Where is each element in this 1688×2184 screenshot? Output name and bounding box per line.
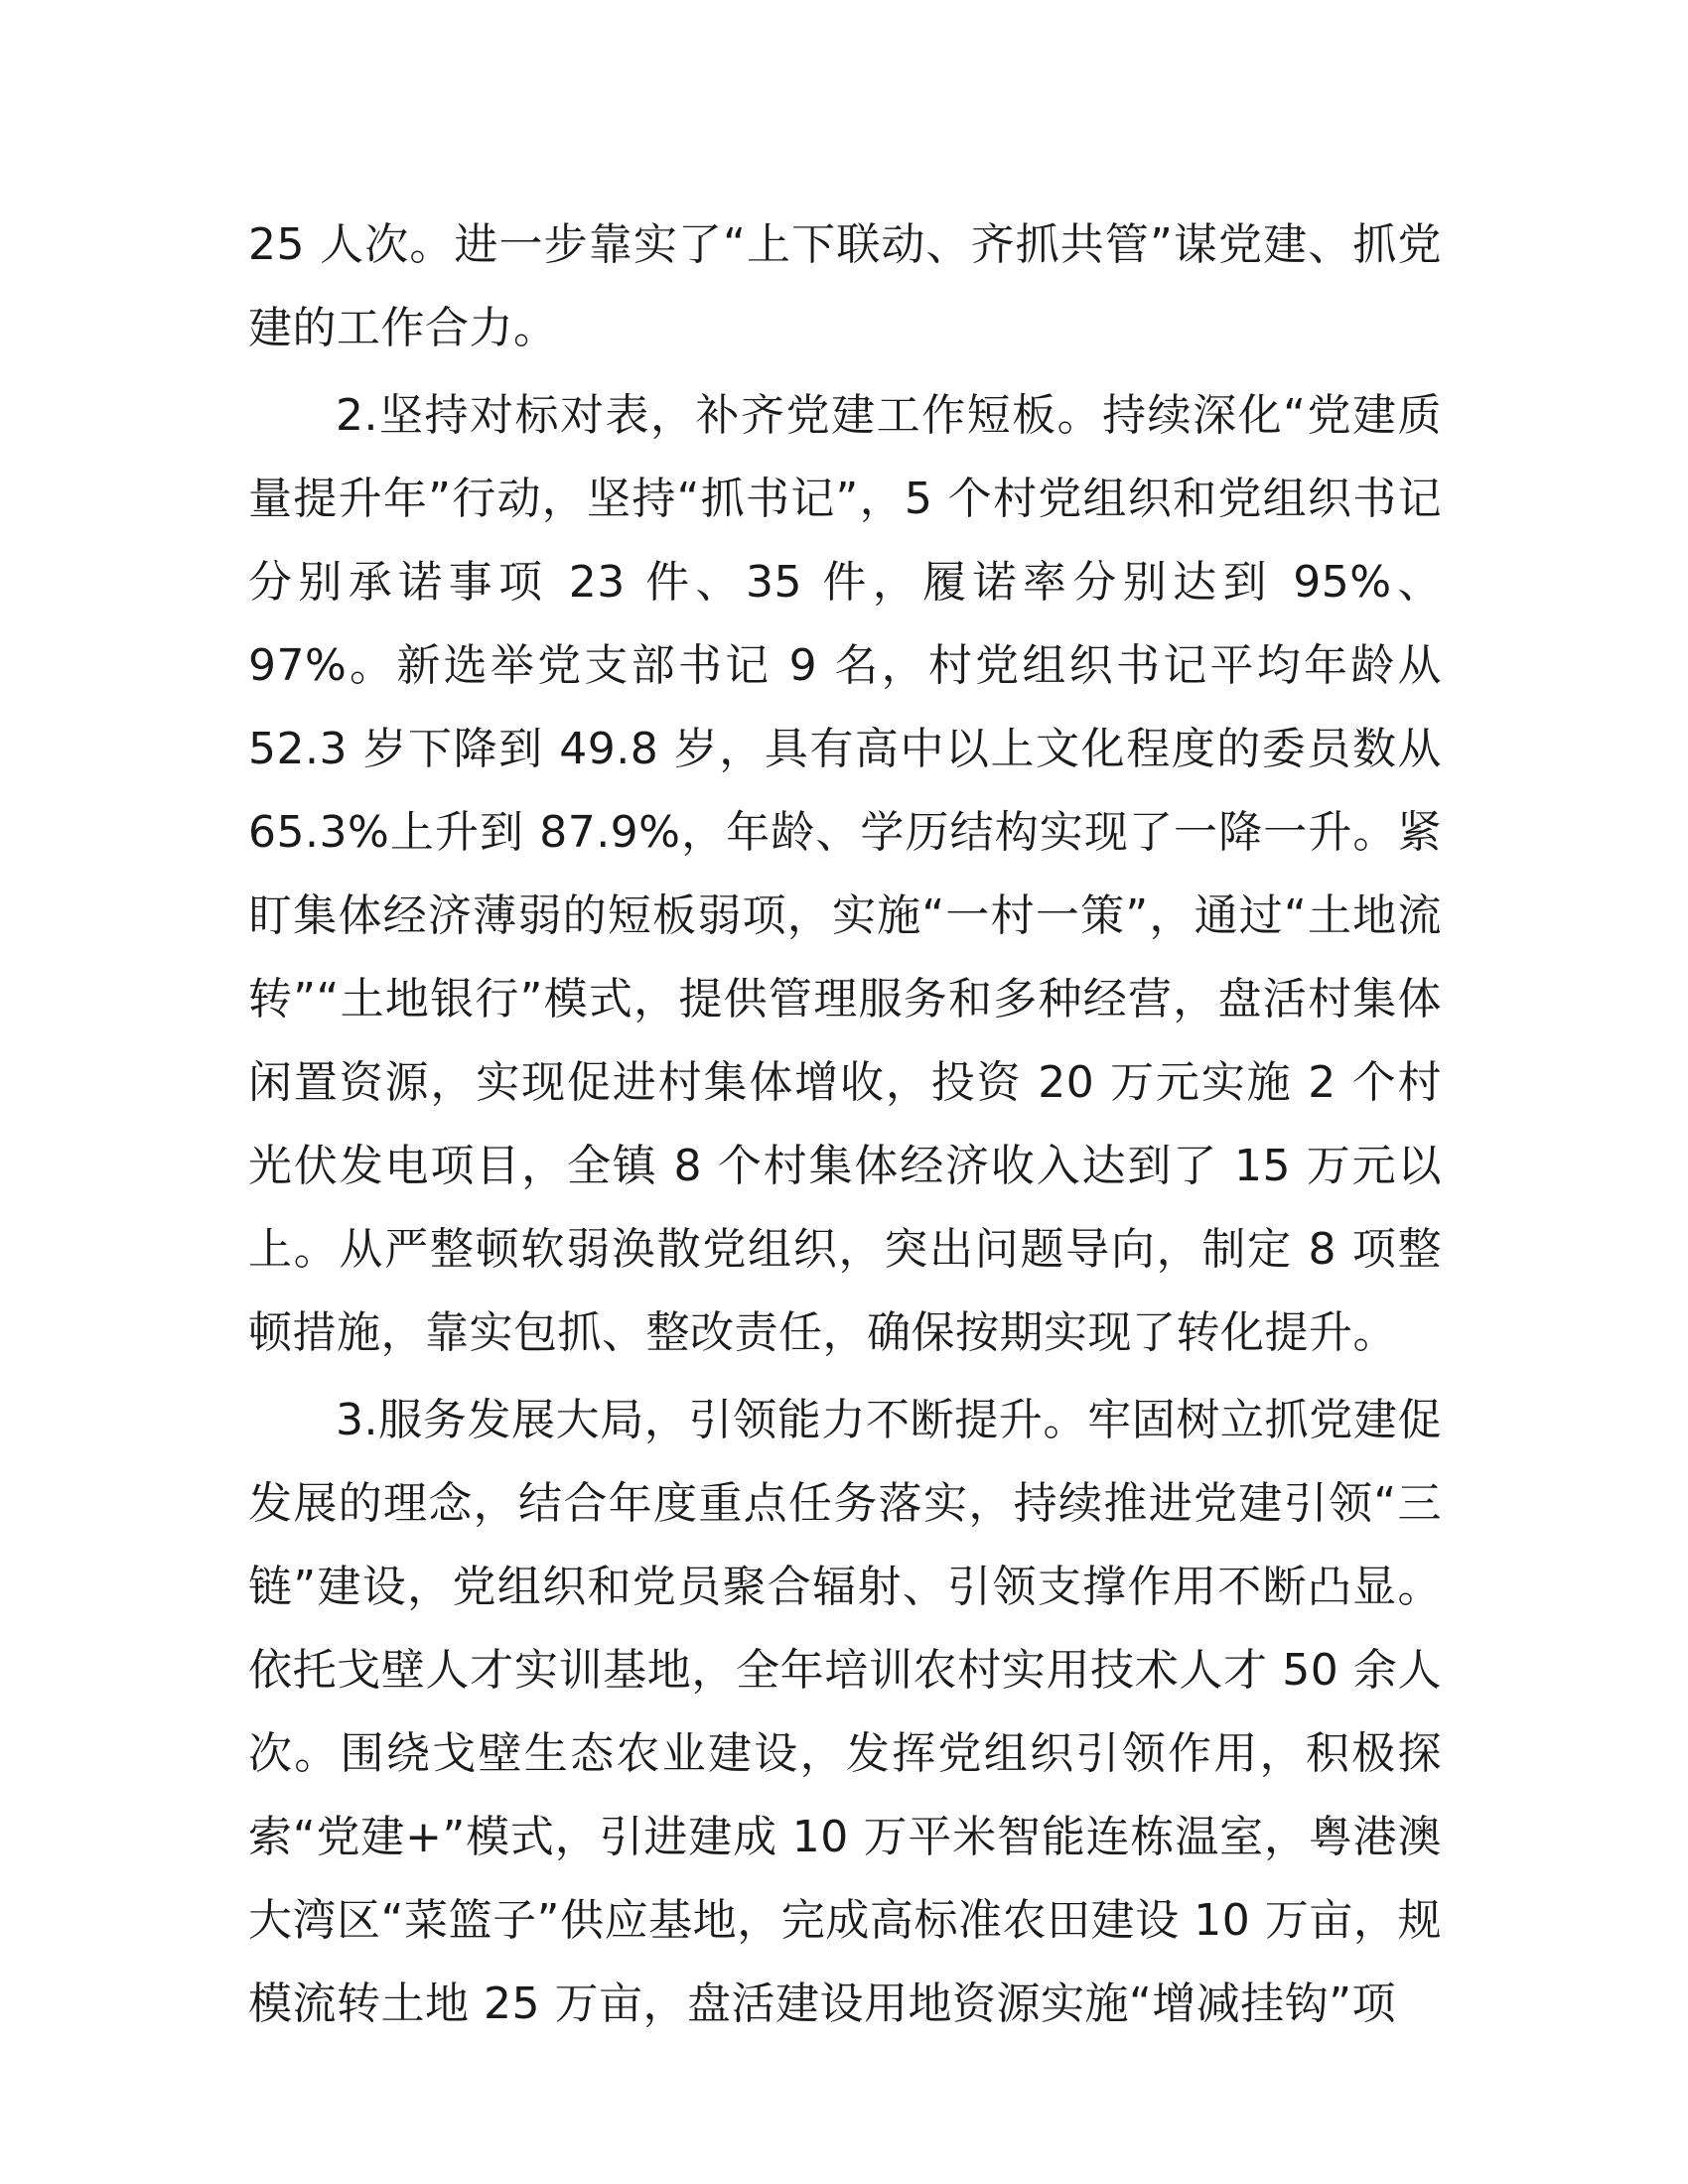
paragraph-continuation: 25 人次。进一步靠实了“上下联动、齐抓共管”谋党建、抓党建的工作合力。 [248,219,1442,353]
paragraph-section-2: 2.坚持对标对表，补齐党建工作短板。持续深化“党建质量提升年”行动，坚持“抓书记”，5 个村党组织和党组织书记分别承诺事项 23 件、35 件，履诺率分别达到 95%、97%。新选举党支部书记 9 名，村党组织书记平均年龄从 52.3 岁下降到 49.8 岁，具有高中以上文化程度的委员数从 65.3%上升到 87.9%，年龄、学历结构实现了一降一升。紧盯集体经济薄弱的短板弱项，实施“一村一策”，通过“土地流转”“土地银行”模式，提供管理服务和多种经营，盘活村集体闲置资源，实现促进村集体增收，投资 20 万元实施 2 个村光伏发电项目，全镇 8 个村集体经济收入达到了 15 万元以上。从严整顿软弱涣散党组织，突出问题导向，制定 8 项整顿措施，靠实包抓、整改责任，确保按期实现了转化提升。 [248,390,1442,1358]
paragraph-section-3: 3.服务发展大局，引领能力不断提升。牢固树立抓党建促发展的理念，结合年度重点任务落实，持续推进党建引领“三链”建设，党组织和党员聚合辐射、引领支撑作用不断凸显。依托戈壁人才实训基地，全年培训农村实用技术人才 50 余人次。围绕戈壁生态农业建设，发挥党组织引领作用，积极探索“党建+”模式，引进建成 10 万平米智能连栋温室，粤港澳大湾区“菜篮子”供应基地，完成高标准农田建设 10 万亩，规模流转土地 25 万亩，盘活建设用地资源实施“增减挂钩”项 [248,1395,1442,2029]
body-text [248,204,1442,2046]
